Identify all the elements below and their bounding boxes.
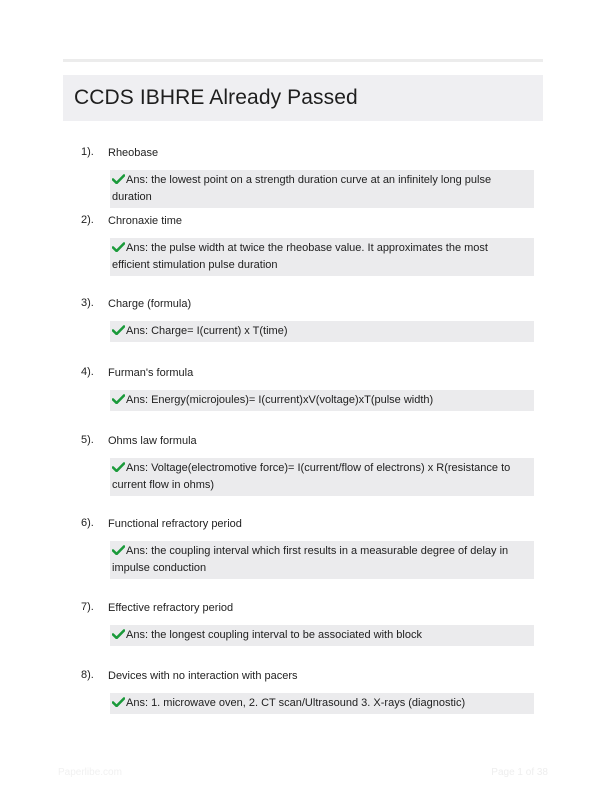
check-icon (112, 242, 125, 252)
item-number: 8). (81, 669, 94, 681)
page-title: CCDS IBHRE Already Passed (74, 86, 358, 109)
answer-text: Ans: Voltage(electromotive force)= I(current/flow of electrons) x R(resistance to current flow in ohms) (112, 462, 511, 491)
answer-box (110, 238, 534, 276)
check-icon (112, 174, 125, 184)
question-text: Charge (formula) (108, 298, 192, 310)
item-number: 7). (81, 601, 94, 613)
answer-box (110, 321, 534, 342)
check-icon (112, 545, 125, 555)
answer-text: Ans: Energy(microjoules)= I(current)xV(voltage)xT(pulse width) (126, 394, 434, 406)
page-number: Page 1 of 38 (491, 767, 548, 778)
item-number: 5). (81, 434, 94, 446)
answer-box (110, 458, 534, 496)
check-icon (112, 697, 125, 707)
answer-box (110, 625, 534, 646)
answer-text: Ans: the coupling interval which first results in a measurable degree of delay in impulse conduction (112, 545, 509, 574)
answer-text: Ans: the lowest point on a strength duration curve at an infinitely long pulse duration (112, 174, 492, 203)
item-number: 6). (81, 517, 94, 529)
check-icon (112, 629, 125, 639)
answer-box (110, 170, 534, 208)
answer-box (110, 693, 534, 714)
question-text: Furman's formula (108, 367, 194, 379)
title-banner (63, 75, 543, 121)
item-number: 4). (81, 366, 94, 378)
header-rule (63, 59, 543, 62)
check-icon (112, 394, 125, 404)
item-number: 1). (81, 146, 94, 158)
item-number: 2). (81, 214, 94, 226)
question-text: Effective refractory period (108, 602, 234, 614)
question-text: Ohms law formula (108, 435, 197, 447)
footer-watermark: Paperlibe.com (58, 767, 122, 778)
check-icon (112, 462, 125, 472)
question-text: Devices with no interaction with pacers (108, 670, 298, 682)
answer-text: Ans: Charge= I(current) x T(time) (126, 325, 288, 337)
item-number: 3). (81, 297, 94, 309)
answer-text: Ans: the pulse width at twice the rheobase value. It approximates the most efficient stimulation pulse duration (112, 242, 488, 271)
answer-box (110, 390, 534, 411)
answer-text: Ans: the longest coupling interval to be associated with block (126, 629, 422, 641)
answer-box (110, 541, 534, 579)
question-text: Chronaxie time (108, 215, 182, 227)
answer-text: Ans: 1. microwave oven, 2. CT scan/Ultrasound 3. X-rays (diagnostic) (126, 697, 466, 709)
question-text: Rheobase (108, 147, 159, 159)
question-text: Functional refractory period (108, 518, 242, 530)
check-icon (112, 325, 125, 335)
